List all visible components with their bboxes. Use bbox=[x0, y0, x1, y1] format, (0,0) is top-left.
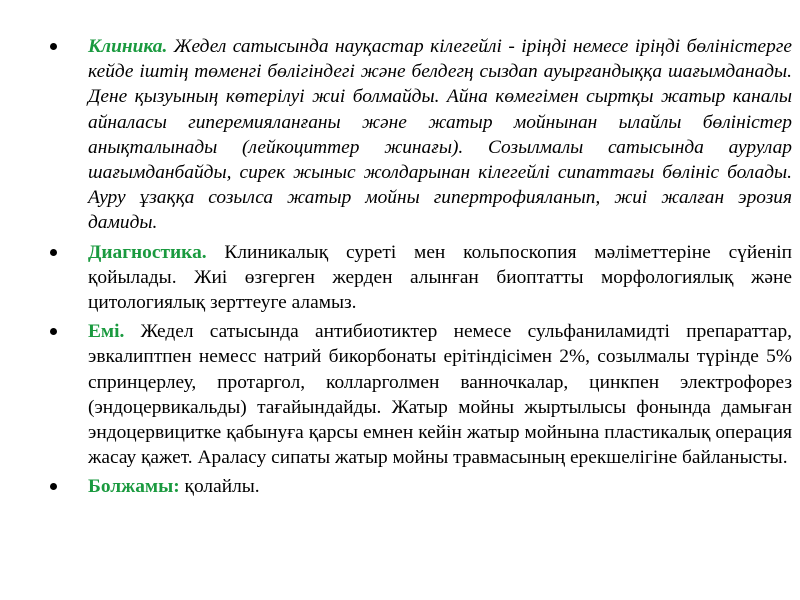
bullet-clinic bbox=[48, 34, 792, 236]
bullet-treatment bbox=[48, 319, 792, 470]
bullet-text-clinic: Жедел сатысында науқастар кілегейлі - іріңді немесе іріңді бөлiнiстерге кейде іштің төменгі бөлігіндегі және белдегң сыздап ауырғандыққа шағымданады. Дене қызуының көтерілуі жиі болмайды. Айна көмегімен сыртқы жатыр каналы айналасы гиперемияланғаны және жатыр мойнынан ылайлы бөлiнiстер анықталынады (лейкоциттер жинағы). Созылмалы сатысында аурулар шағымданбайды, сирек жыныс жолдарынан кілегейлі сипаттағы бөлiнiс болады. Ауру ұзаққа созылса жатыр мойны гипертрофияланып, жиі жалған эрозия дамиды. bbox=[88, 36, 792, 234]
bullet-text-diagnostics: Клиникалық суреті мен кольпоскопия мәліметтеріне сүйеніп қойылады. Жиі өзгерген жерден алынған биоптатты морфологиялық және цитологиялық зерттеуге аламыз. bbox=[88, 241, 792, 314]
bullet-list bbox=[48, 34, 792, 504]
term-diagnostics: Диагностика. bbox=[88, 241, 207, 263]
bullet-text-treatment: Жедел сатысында антибиотиктер немесе сульфаниламидті препараттар, эвкалиптпен немесс натрий бикорбонаты ерітіндісімен 2%, созылмалы түрінде 5% спринцерлеу, протаргол, колларголмен ванночкалар, цинкпен электрофорез (эндоцервикальды) тағайындайды. Жатыр мойны жыртылысы фонында дамыған эндоцервицитке қабынуға қарсы емнен кейін жатыр мойнына пластикалық операция жасау қажет. Араласу сипаты жатыр мойны травмасының ерекшелігіне байланысты. bbox=[88, 321, 792, 469]
bullet-diagnostics bbox=[48, 240, 792, 316]
bullet-dot-icon bbox=[50, 483, 57, 490]
term-prognosis: Болжамы: bbox=[88, 476, 180, 498]
bullet-dot-icon bbox=[50, 43, 57, 50]
bullet-prognosis bbox=[48, 474, 792, 499]
bullet-dot-icon bbox=[50, 328, 57, 335]
term-treatment: Емі. bbox=[88, 321, 125, 343]
bullet-text-prognosis: қолайлы. bbox=[179, 476, 260, 498]
bullet-dot-icon bbox=[50, 249, 57, 256]
term-clinic: Клиника. bbox=[88, 36, 168, 57]
